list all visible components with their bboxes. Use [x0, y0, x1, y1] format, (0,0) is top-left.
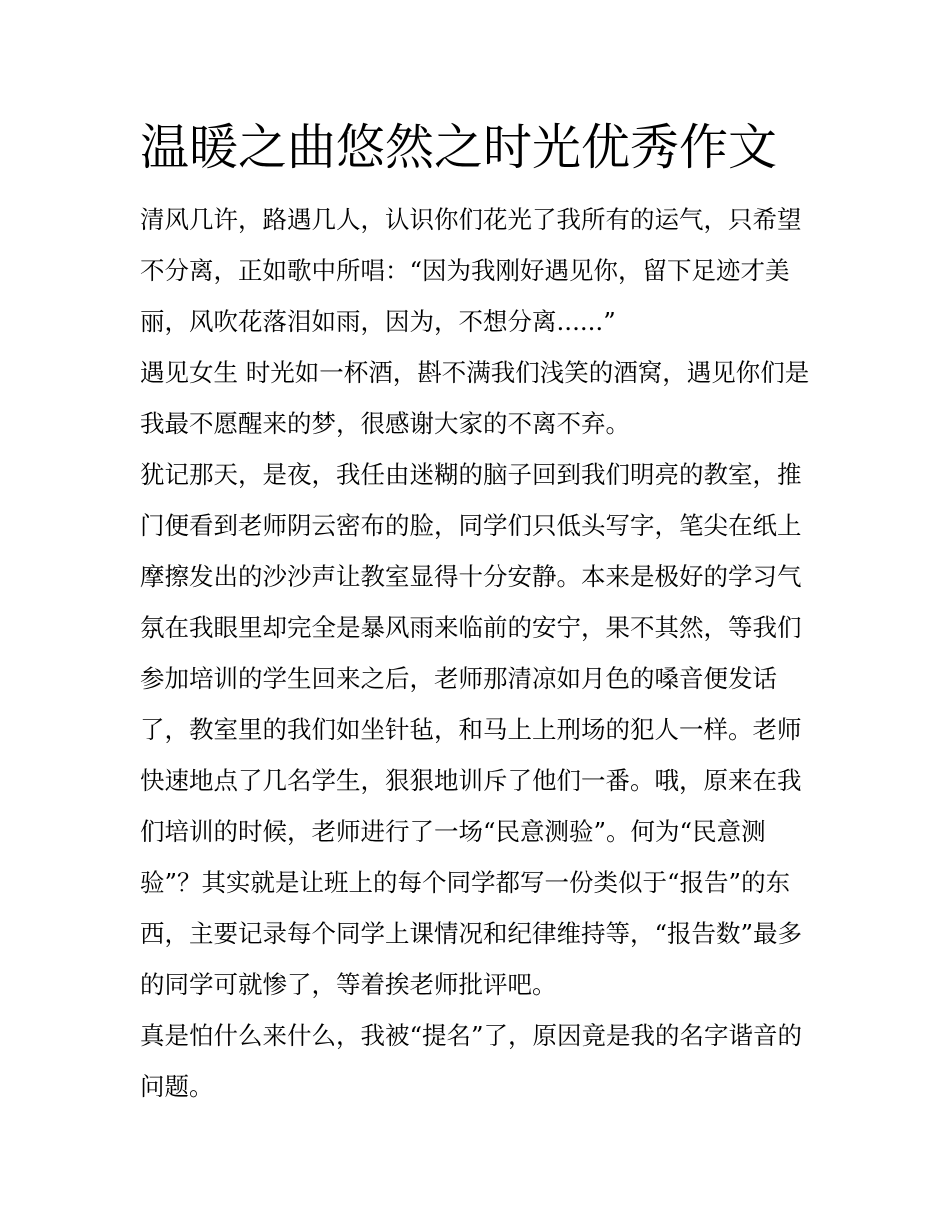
paragraph-4: 真是怕什么来什么，我被“提名”了，原因竟是我的名字谐音的问题。: [140, 1021, 803, 1101]
paragraph-3: 犹记那天，是夜，我任由迷糊的脑子回到我们明亮的教室，推门便看到老师阴云密布的脸，同学们只低头写字，笔尖在纸上摩擦发出的沙沙声让教室显得十分安静。本来是极好的学习气氛在我眼里却完全是暴风雨来临前的安宁，果不其然，等我们参加培训的学生回来之后，老师那清凉如月色的嗓音便发话了，教室里的我们如坐针毡，和马上上刑场的犯人一样。老师快速地点了几名学生，狠狠地训斥了他们一番。哦，原来在我们培训的时候，老师进行了一场“民意测验”。何为“民意测验”？其实就是让班上的每个同学都写一份类似于“报告”的东西，主要记录每个同学上课情况和纪律维持等，“报告数”最多的同学可就惨了，等着挨老师批评吧。: [140, 460, 803, 999]
paragraph-2: 遇见女生 时光如一杯酒，斟不满我们浅笑的酒窝，遇见你们是我最不愿醒来的梦，很感谢大家的不离不弃。: [140, 358, 810, 438]
document-body: [140, 194, 812, 1112]
paragraph-1: 清风几许，路遇几人，认识你们花光了我所有的运气，只希望不分离，正如歌中所唱：“因为我刚好遇见你，留下足迹才美丽，风吹花落泪如雨，因为，不想分离......”: [140, 205, 802, 336]
document-title: 温暖之曲悠然之时光优秀作文: [140, 119, 778, 176]
